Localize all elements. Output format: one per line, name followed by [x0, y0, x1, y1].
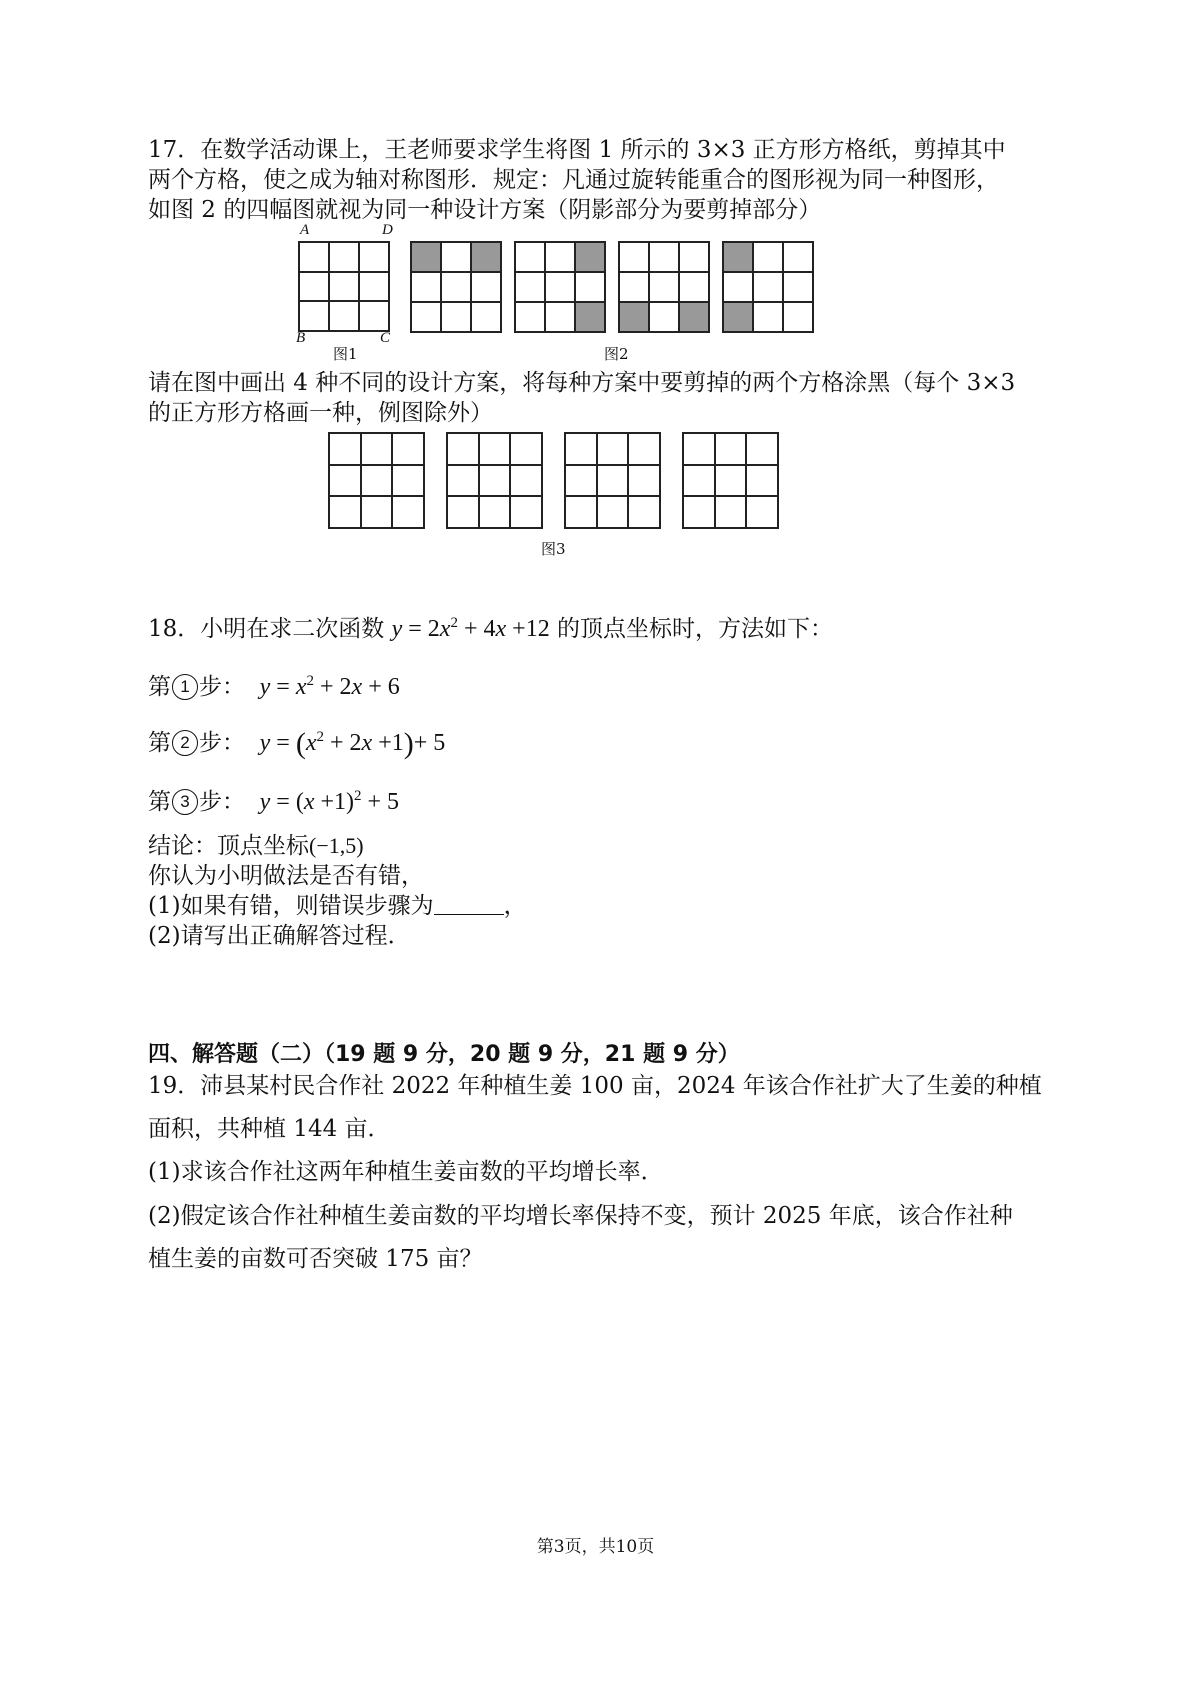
grid-cell: [649, 242, 679, 272]
grid-cell: [361, 433, 393, 465]
q18-sub2: (2)请写出正确解答过程．: [148, 923, 411, 949]
q19-sub2: (2)假定该合作社种植生姜亩数的平均增长率保持不变，预计 2025 年底，该合作社种: [148, 1203, 1013, 1229]
grid-cell: [471, 272, 501, 302]
grid-cell-shaded: [679, 302, 709, 332]
figure3-grid-1: [328, 432, 425, 529]
grid-cell: [753, 302, 783, 332]
q18-intro-before: 18．小明在求二次函数: [148, 616, 385, 642]
q18-intro: [148, 614, 833, 644]
grid-cell: [411, 272, 441, 302]
grid-cell: [447, 496, 479, 528]
step2-formula: $y = (x^2 + 2x +1)+ 5$: [259, 727, 446, 760]
grid-cell: [565, 496, 597, 528]
figure1-caption: 图1: [333, 345, 358, 363]
grid-cell: [515, 272, 545, 302]
grid-cell: [683, 465, 715, 497]
q17-line2: 两个方格，使之成为轴对称图形．规定：凡通过旋转能重合的图形视为同一种图形，: [148, 167, 999, 193]
figure3-grid-2: [446, 432, 543, 529]
q19-sub3: 植生姜的亩数可否突破 175 亩？: [148, 1246, 483, 1272]
grid-cell: [619, 242, 649, 272]
step-prefix: 第: [148, 674, 171, 700]
q19-line1: 19．沛县某村民合作社 2022 年种植生姜 100 亩，2024 年该合作社扩大了生姜的种植: [148, 1073, 1042, 1099]
grid-cell: [329, 465, 361, 497]
figure3-grid-3: [564, 432, 661, 529]
corner-label-d: D: [382, 222, 393, 238]
grid-cell: [411, 302, 441, 332]
figure3-grid-4: [682, 432, 779, 529]
grid-cell: [649, 272, 679, 302]
grid-cell: [679, 242, 709, 272]
page-footer: 第3页，共10页: [536, 1537, 655, 1557]
grid-cell: [565, 465, 597, 497]
q17-line4: 请在图中画出 4 种不同的设计方案，将每种方案中要剪掉的两个方格涂黑（每个 3×3: [148, 370, 1016, 396]
grid-cell: [479, 465, 511, 497]
grid-cell: [715, 433, 747, 465]
grid-cell: [441, 242, 471, 272]
grid-cell: [649, 302, 679, 332]
grid-cell: [299, 272, 329, 302]
q17-line1: 17．在数学活动课上，王老师要求学生将图 1 所示的 3×3 正方形方格纸，剪掉其中: [148, 137, 1006, 163]
grid-cell: [565, 433, 597, 465]
q17-line5: 的正方形方格画一种，例图除外）: [148, 400, 493, 426]
grid-cell-shaded: [723, 242, 753, 272]
grid-cell: [329, 301, 359, 331]
grid-cell: [746, 433, 778, 465]
grid-cell: [746, 496, 778, 528]
grid-cell: [299, 301, 329, 331]
grid-cell: [746, 465, 778, 497]
grid-cell: [715, 496, 747, 528]
grid-cell: [628, 496, 660, 528]
grid-cell: [597, 496, 629, 528]
grid-cell: [361, 496, 393, 528]
q18-intro-after: 的顶点坐标时，方法如下：: [557, 616, 834, 642]
grid-cell: [329, 272, 359, 302]
step1-circled-number: 1: [172, 674, 198, 700]
grid-cell: [447, 433, 479, 465]
grid-cell: [597, 465, 629, 497]
grid-cell: [329, 242, 359, 272]
q18-function-formula: $y = 2x^2 + 4x +12$: [391, 615, 550, 642]
figure2-caption: 图2: [604, 345, 629, 363]
grid-cell: [715, 465, 747, 497]
grid-cell: [628, 465, 660, 497]
grid-cell: [329, 496, 361, 528]
section4-heading: 四、解答题（二）（19 题 9 分，20 题 9 分，21 题 9 分）: [148, 1042, 740, 1067]
grid-cell: [753, 272, 783, 302]
grid-cell: [361, 465, 393, 497]
grid-cell-shaded: [575, 302, 605, 332]
grid-cell: [510, 465, 542, 497]
grid-cell: [545, 272, 575, 302]
grid-cell: [575, 272, 605, 302]
grid-cell: [359, 242, 389, 272]
q17-line3: 如图 2 的四幅图就视为同一种设计方案（阴影部分为要剪掉部分）: [148, 197, 822, 223]
grid-cell-shaded: [723, 302, 753, 332]
grid-cell: [597, 433, 629, 465]
grid-cell: [510, 433, 542, 465]
figure3-caption: 图3: [541, 540, 566, 558]
step-prefix: 第: [148, 730, 171, 756]
grid-cell: [515, 242, 545, 272]
grid-cell: [447, 465, 479, 497]
grid-cell: [392, 465, 424, 497]
grid-cell: [753, 242, 783, 272]
grid-cell: [471, 302, 501, 332]
step2-circled-number: 2: [172, 730, 198, 756]
figure2-grid-4: [722, 241, 814, 333]
sub1-text: (1)如果有错，则错误步骤为: [148, 893, 434, 919]
grid-cell-shaded: [411, 242, 441, 272]
step1-formula: $y = x^2 + 2x + 6$: [259, 673, 400, 700]
grid-cell: [392, 433, 424, 465]
grid-cell: [783, 272, 813, 302]
grid-cell: [783, 302, 813, 332]
corner-label-b: B: [296, 330, 306, 346]
grid-cell: [545, 302, 575, 332]
vertex-value: (−1,5): [309, 833, 364, 858]
corner-label-a: A: [300, 222, 310, 238]
sub1-end: ，: [503, 893, 527, 919]
q18-conclusion: [148, 831, 364, 861]
grid-cell: [683, 433, 715, 465]
grid-cell: [628, 433, 660, 465]
grid-cell: [723, 272, 753, 302]
answer-blank[interactable]: [434, 892, 504, 915]
q19-sub1: (1)求该合作社这两年种植生姜亩数的平均增长率．: [148, 1159, 664, 1185]
q18-step1: [148, 672, 400, 702]
step3-formula: $y = (x +1)^2 + 5$: [259, 788, 400, 815]
grid-cell: [392, 496, 424, 528]
grid-cell: [479, 496, 511, 528]
grid-cell: [479, 433, 511, 465]
grid-cell: [441, 302, 471, 332]
grid-cell: [299, 242, 329, 272]
conclusion-text: 结论：顶点坐标: [148, 833, 309, 859]
step-suffix: 步：: [199, 730, 245, 756]
grid-cell: [679, 272, 709, 302]
grid-cell: [545, 242, 575, 272]
corner-label-c: C: [380, 330, 391, 346]
figure2-grid-2: [514, 241, 606, 333]
grid-cell-shaded: [471, 242, 501, 272]
grid-cell-shaded: [575, 242, 605, 272]
q18-step2: [148, 728, 445, 759]
figure2-grid-3: [618, 241, 710, 333]
grid-cell: [510, 496, 542, 528]
step-suffix: 步：: [199, 674, 245, 700]
grid-cell: [515, 302, 545, 332]
q19-line2: 面积，共种植 144 亩．: [148, 1116, 391, 1142]
grid-cell: [359, 301, 389, 331]
grid-cell: [683, 496, 715, 528]
grid-cell-shaded: [619, 302, 649, 332]
step-suffix: 步：: [199, 789, 245, 815]
q18-sub1: [148, 891, 527, 921]
figure2-grid-1: [410, 241, 502, 333]
grid-cell: [619, 272, 649, 302]
step-prefix: 第: [148, 789, 171, 815]
grid-cell: [359, 272, 389, 302]
figure1-grid: [298, 241, 390, 332]
step3-circled-number: 3: [172, 789, 198, 815]
grid-cell: [329, 433, 361, 465]
grid-cell: [783, 242, 813, 272]
q18-step3: [148, 787, 399, 817]
q18-question: 你认为小明做法是否有错，: [148, 863, 424, 889]
grid-cell: [441, 272, 471, 302]
